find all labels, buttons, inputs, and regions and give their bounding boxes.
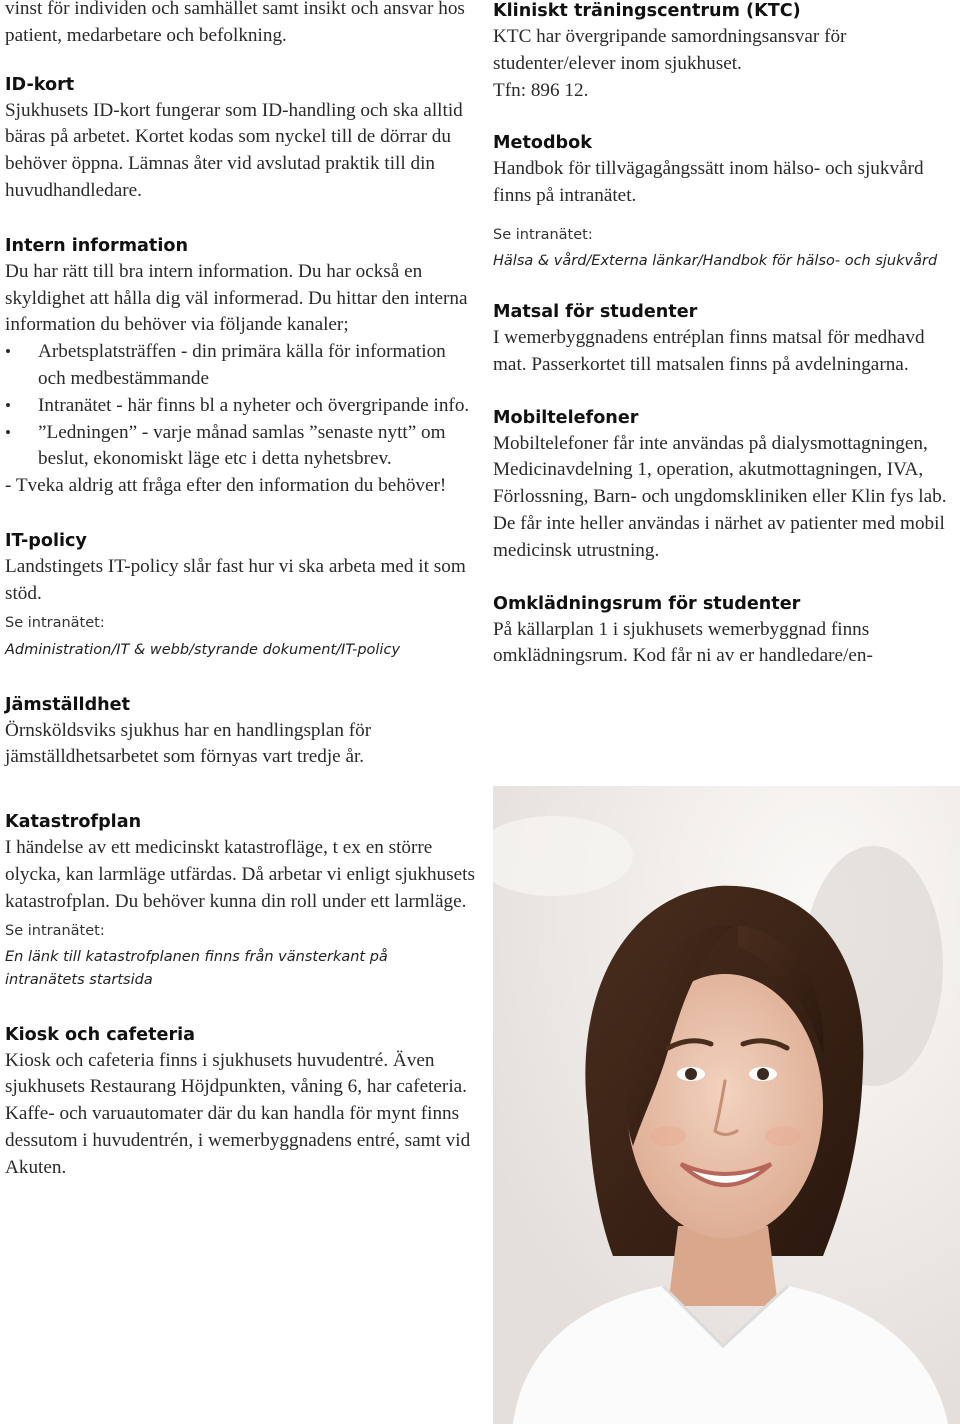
intern-info-heading: Intern information [5,235,188,256]
id-card-text: Sjukhusets ID-kort fungerar som ID-handling och ska alltid bäras på arbetet. Kortet kodas som nyckel till de dörrar du behöver öppna. Lämnas åter vid avslutad praktik till din huvudhandledare. [5,99,463,201]
method-book-see-label: Se intranätet: [493,226,593,243]
left-column [5,0,475,1182]
list-item: • Intranätet - här finns bl a nyheter och övergripande info. [5,393,475,420]
it-policy-text: Landstingets IT-policy slår fast hur vi ska arbeta med it som stöd. [5,555,466,604]
intern-info-bullets [5,339,475,473]
student-dining-text: I wemerbyggnadens entréplan finns matsal för medhavd mat. Passerkortet till matsalen finns på avdelningarna. [493,326,925,375]
method-book-path: Hälsa & vård/Externa länkar/Handbok för hälso- och sjukvård [493,252,938,269]
ktc-phone: Tfn: 896 12. [493,79,589,101]
intern-info-closing: - Tveka aldrig att fråga efter den information du behöver! [5,475,447,497]
id-card-heading: ID-kort [5,74,75,95]
right-column [493,0,960,670]
list-item: • Arbetsplatsträffen - din primära källa för information och medbestämmande [5,339,475,393]
intern-info-text: Du har rätt till bra intern information. Du har också en skyldighet att hålla dig väl informerad. Du hittar den interna information du behöver via följande kanaler; [5,260,468,336]
disaster-plan-text: I händelse av ett medicinskt katastrofläge, t ex en större olycka, kan larmläge utfärdas. Då arbetar vi enligt sjukhusets katastrofplan. Du behöver kunna din roll under ett larmläge. [5,837,475,912]
locker-room-heading: Omklädningsrum för studenter [493,593,801,614]
nurse-illustration [493,786,960,1424]
disaster-plan-path: En länk till katastrofplanen finns från vänsterkant på intranätets startsida [5,948,388,988]
method-book-text: Handbok för tillvägagångssätt inom hälso- och sjukvård finns på intranätet. [493,158,924,207]
equality-text: Örnsköldsviks sjukhus har en handlingsplan för jämställdhetsarbetet som förnyas vart tredje år. [5,719,372,768]
method-book-heading: Metodbok [493,133,592,154]
ktc-heading: Kliniskt träningscentrum (KTC) [493,1,801,21]
it-policy-path: Administration/IT & webb/styrande dokument/IT-policy [5,641,401,658]
disaster-plan-see-label: Se intranätet: [5,922,105,939]
kiosk-text: Kiosk och cafeteria finns i sjukhusets huvudentré. Även sjukhusets Restaurang Höjdpunkten, våning 6, har cafeteria. Kaffe- och varuautomater där du kan handla för mynt finns dessutom i huvudentrén, i wemerbyggnadens entré, samt vid Akuten. [5,1049,471,1178]
kiosk-heading: Kiosk och cafeteria [5,1024,196,1045]
smiling-nurse-photo [493,786,960,1424]
mobile-phones-text: Mobiltelefoner får inte användas på dialysmottagningen, Medicinavdelning 1, operation, akutmottagningen, IVA, Förlossning, Barn- och ungdomskliniken eller Klin fys lab. De får inte heller användas i närhet av patienter med mobil medicinsk utrustning. [493,432,947,561]
it-policy-see-label: Se intranätet: [5,614,105,631]
equality-heading: Jämställdhet [5,694,131,715]
mobile-phones-heading: Mobiltelefoner [493,407,639,428]
it-policy-heading: IT-policy [5,530,87,551]
list-item: • ”Ledningen” - varje månad samlas ”senaste nytt” om beslut, ekonomiskt läge etc i detta nyhetsbrev. [5,420,475,474]
student-dining-heading: Matsal för studenter [493,301,698,322]
intro-paragraph: vinst för individen och samhället samt insikt och ansvar hos patient, medarbetare och befolkning. [5,0,465,46]
disaster-plan-heading: Katastrofplan [5,812,142,833]
ktc-text: KTC har övergripande samordningsansvar för studenter/elever inom sjukhuset. [493,26,847,74]
locker-room-text: På källarplan 1 i sjukhusets wemerbyggnad finns omklädningsrum. Kod får ni av er handledare/en- [493,618,873,667]
